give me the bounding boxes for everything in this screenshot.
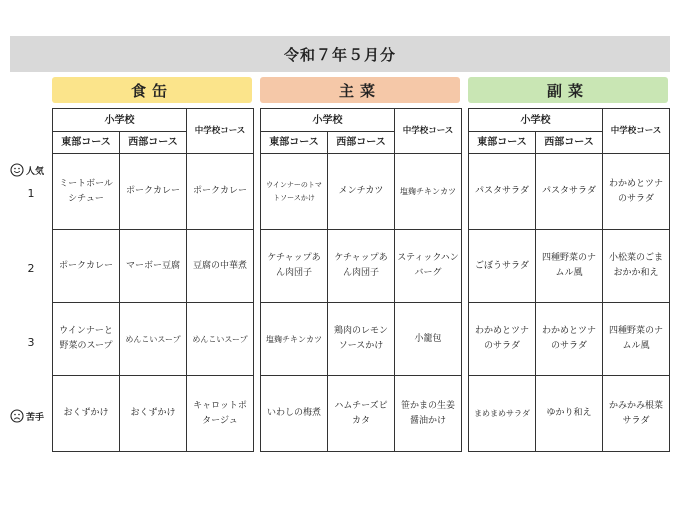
east-course-header: 東部コース [469, 132, 536, 154]
junior-course-header: 中学校コース [395, 109, 462, 154]
menu-cell: 小籠包 [395, 303, 462, 376]
menu-cell: ウインナーと野菜のスープ [53, 303, 120, 376]
page-title: 令和７年５月分 [10, 36, 670, 72]
menu-cell: ミートボールシチュー [53, 154, 120, 230]
menu-cell: キャロットポタージュ [187, 376, 254, 452]
disliked-legend [10, 409, 44, 423]
menu-table-shusai [260, 108, 462, 452]
popular-legend [10, 163, 44, 177]
menu-table-fukusai [468, 108, 670, 452]
row-number-2: 2 [27, 262, 35, 275]
row-number-1: 1 [27, 187, 35, 200]
east-course-header: 東部コース [53, 132, 120, 154]
menu-cell: わかめとツナのサラダ [536, 303, 603, 376]
west-course-header: 西部コース [328, 132, 395, 154]
popular-label: 人気 [26, 166, 45, 177]
menu-cell: おくずかけ [120, 376, 187, 452]
menu-cell: パスタサラダ [469, 154, 536, 230]
menu-cell: おくずかけ [53, 376, 120, 452]
menu-cell: めんこいスープ [120, 303, 187, 376]
category-header-shokkan: 食缶 [52, 77, 252, 103]
menu-cell: ウインナーのトマトソースかけ [261, 154, 328, 230]
junior-course-header: 中学校コース [603, 109, 670, 154]
category-header-shusai: 主菜 [260, 77, 460, 103]
menu-cell: わかめとツナのサラダ [603, 154, 670, 230]
junior-course-header: 中学校コース [187, 109, 254, 154]
menu-table-shokkan [52, 108, 254, 452]
row-number-3: 3 [27, 336, 35, 349]
menu-cell: 塩麹チキンカツ [395, 154, 462, 230]
category-header-fukusai: 副菜 [468, 77, 668, 103]
menu-cell: パスタサラダ [536, 154, 603, 230]
menu-cell: ポークカレー [187, 154, 254, 230]
elementary-header: 小学校 [261, 109, 395, 132]
smile-face-icon [10, 163, 24, 177]
east-course-header: 東部コース [261, 132, 328, 154]
disliked-label: 苦手 [26, 412, 45, 423]
menu-cell: わかめとツナのサラダ [469, 303, 536, 376]
menu-cell: ケチャップあん肉団子 [328, 230, 395, 303]
menu-cell: 四種野菜のナムル風 [536, 230, 603, 303]
menu-cell: 四種野菜のナムル風 [603, 303, 670, 376]
menu-cell: メンチカツ [328, 154, 395, 230]
menu-cell: めんこいスープ [187, 303, 254, 376]
west-course-header: 西部コース [536, 132, 603, 154]
elementary-header: 小学校 [469, 109, 603, 132]
menu-cell: ハムチーズピカタ [328, 376, 395, 452]
menu-cell: ポークカレー [53, 230, 120, 303]
menu-cell: ケチャップあん肉団子 [261, 230, 328, 303]
menu-cell: まめまめサラダ [469, 376, 536, 452]
menu-cell: 豆腐の中華煮 [187, 230, 254, 303]
menu-cell: ごぼうサラダ [469, 230, 536, 303]
menu-cell: 小松菜のごまおかか和え [603, 230, 670, 303]
menu-cell: スティックハンバーグ [395, 230, 462, 303]
menu-cell: ポークカレー [120, 154, 187, 230]
menu-cell: 鶏肉のレモンソースかけ [328, 303, 395, 376]
menu-cell: ゆかり和え [536, 376, 603, 452]
menu-cell: かみかみ根菜サラダ [603, 376, 670, 452]
elementary-header: 小学校 [53, 109, 187, 132]
menu-cell: 笹かまの生姜醤油かけ [395, 376, 462, 452]
frown-face-icon [10, 409, 24, 423]
menu-cell: マーボー豆腐 [120, 230, 187, 303]
menu-cell: 塩麹チキンカツ [261, 303, 328, 376]
west-course-header: 西部コース [120, 132, 187, 154]
menu-cell: いわしの梅煮 [261, 376, 328, 452]
